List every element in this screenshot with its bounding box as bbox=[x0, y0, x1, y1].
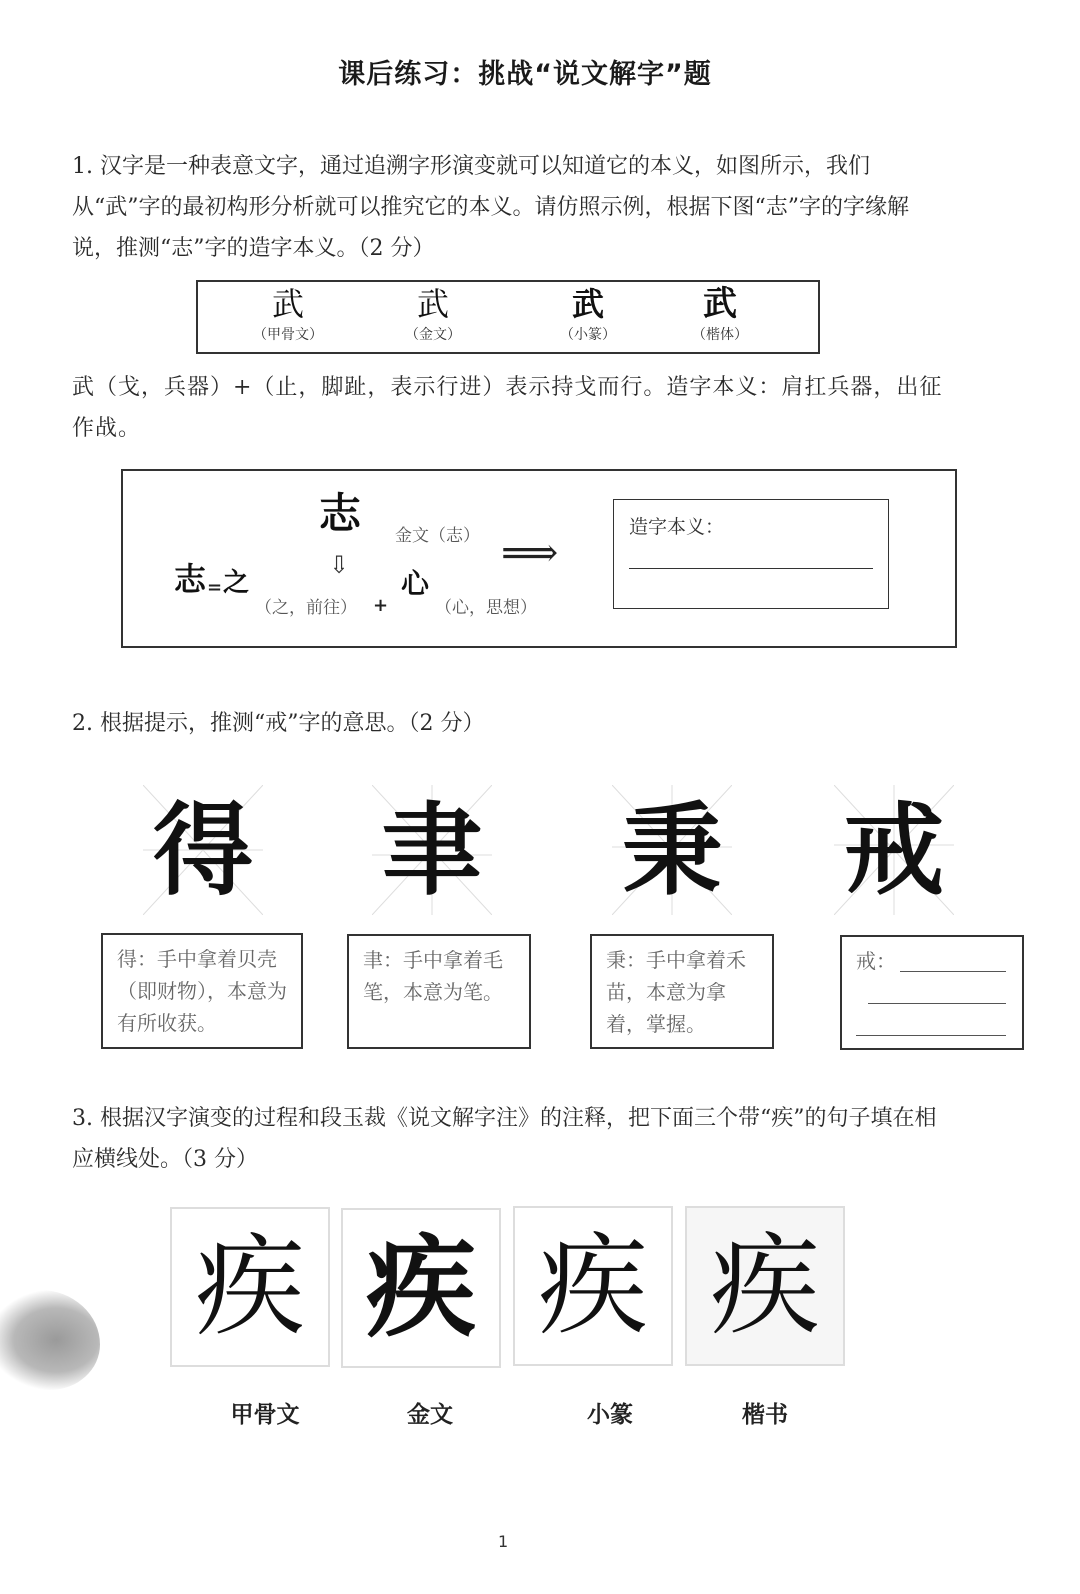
wu-bronze-label: （金文） bbox=[405, 327, 461, 343]
seal-char-bing: 秉 bbox=[622, 791, 722, 909]
ji-oracle-label: 甲骨文 bbox=[230, 1401, 300, 1428]
zhi-diagram-box bbox=[121, 469, 957, 648]
ji-regular-label: 楷书 bbox=[742, 1401, 788, 1428]
wu-seal-glyph: 武 bbox=[571, 285, 604, 323]
right-arrow-icon: ⟹ bbox=[501, 530, 559, 576]
wu-regular-glyph: 武 bbox=[703, 284, 737, 324]
wu-regular-label: （楷体） bbox=[692, 327, 748, 343]
plus-sign: + bbox=[373, 595, 389, 616]
question-1-text: 1. 汉字是一种表意文字，通过追溯字形演变就可以知道它的本义，如图所示，我们从“武”字的最初构形分析就可以推究它的本义。请仿照示例，根据下图“志”字的字缘解说，推测“志”字的造字本义。（2 分） bbox=[72, 154, 909, 261]
seal-tile-de bbox=[143, 785, 263, 915]
ji-bronze-label: 金文 bbox=[407, 1401, 453, 1428]
ji-seal-label: 小篆 bbox=[587, 1401, 633, 1428]
seal-tile-bing bbox=[612, 785, 732, 915]
zhi-part1-label: （之，前往） bbox=[255, 598, 357, 618]
zhi-part2-label: （心，思想） bbox=[435, 598, 537, 618]
zhi-bronze-glyph: 志 bbox=[318, 489, 361, 538]
zhi-part1-glyph: 之 bbox=[223, 568, 250, 598]
ink-smudge-decoration bbox=[0, 1290, 100, 1390]
ji-bronze-tile bbox=[341, 1208, 501, 1368]
ji-bronze-glyph: 疾 bbox=[366, 1223, 476, 1352]
jie-answer-box bbox=[840, 935, 1024, 1050]
ji-oracle-tile bbox=[170, 1207, 330, 1367]
wu-oracle-glyph: 武 bbox=[271, 285, 304, 323]
down-arrow-icon: ⇩ bbox=[329, 551, 350, 579]
clue-box-yu: 聿：手中拿着毛笔，本意为笔。 bbox=[347, 934, 531, 1049]
seal-tile-yu bbox=[372, 785, 492, 915]
wu-seal-label: （小篆） bbox=[560, 327, 616, 343]
zhi-answer-blank[interactable] bbox=[629, 568, 873, 569]
ji-regular-tile bbox=[685, 1206, 845, 1366]
ji-regular-glyph: 疾 bbox=[710, 1222, 820, 1350]
seal-char-de: 得 bbox=[153, 791, 253, 909]
page-title: 课后练习：挑战“说文解字”题 bbox=[338, 59, 712, 90]
jie-answer-blank-1[interactable] bbox=[900, 971, 1006, 972]
seal-tile-jie bbox=[834, 785, 954, 915]
zhi-part2-glyph: 心 bbox=[401, 567, 430, 600]
jie-answer-label: 戒： bbox=[856, 949, 896, 973]
jie-answer-blank-3[interactable] bbox=[856, 1035, 1006, 1036]
clue-box-bing: 秉：手中拿着禾苗，本意为拿着，掌握。 bbox=[590, 934, 774, 1049]
clue-box-de: 得：手中拿着贝壳（即财物），本意为有所收获。 bbox=[101, 933, 303, 1049]
equals-sign: = bbox=[207, 577, 223, 598]
ji-seal-glyph: 疾 bbox=[538, 1222, 648, 1350]
wu-oracle-label: （甲骨文） bbox=[253, 327, 323, 343]
ji-seal-tile bbox=[513, 1206, 673, 1366]
question-2-text: 2. 根据提示，推测“戒”字的意思。（2 分） bbox=[72, 711, 485, 736]
zhi-answer-box bbox=[613, 499, 889, 609]
zhi-answer-label: 造字本义： bbox=[629, 516, 725, 538]
zhi-left-glyph: 志 bbox=[173, 560, 206, 598]
seal-char-yu: 聿 bbox=[382, 791, 482, 909]
zhi-bronze-label: 金文（志） bbox=[395, 526, 480, 546]
wu-explanation: 武（戈，兵器）+（止，脚趾，表示行进）表示持戈而行。造字本义：肩扛兵器，出征作战。 bbox=[72, 375, 943, 441]
jie-answer-blank-2[interactable] bbox=[868, 1003, 1006, 1004]
wu-bronze-glyph: 武 bbox=[416, 285, 449, 323]
ji-oracle-glyph: 疾 bbox=[195, 1223, 305, 1351]
seal-char-jie: 戒 bbox=[844, 791, 944, 909]
page-number: 1 bbox=[498, 1532, 509, 1551]
question-3-text: 3. 根据汉字演变的过程和段玉裁《说文解字注》的注释，把下面三个带“疾”的句子填在相应横线处。（3 分） bbox=[72, 1106, 937, 1172]
wu-evolution-box bbox=[196, 280, 820, 354]
